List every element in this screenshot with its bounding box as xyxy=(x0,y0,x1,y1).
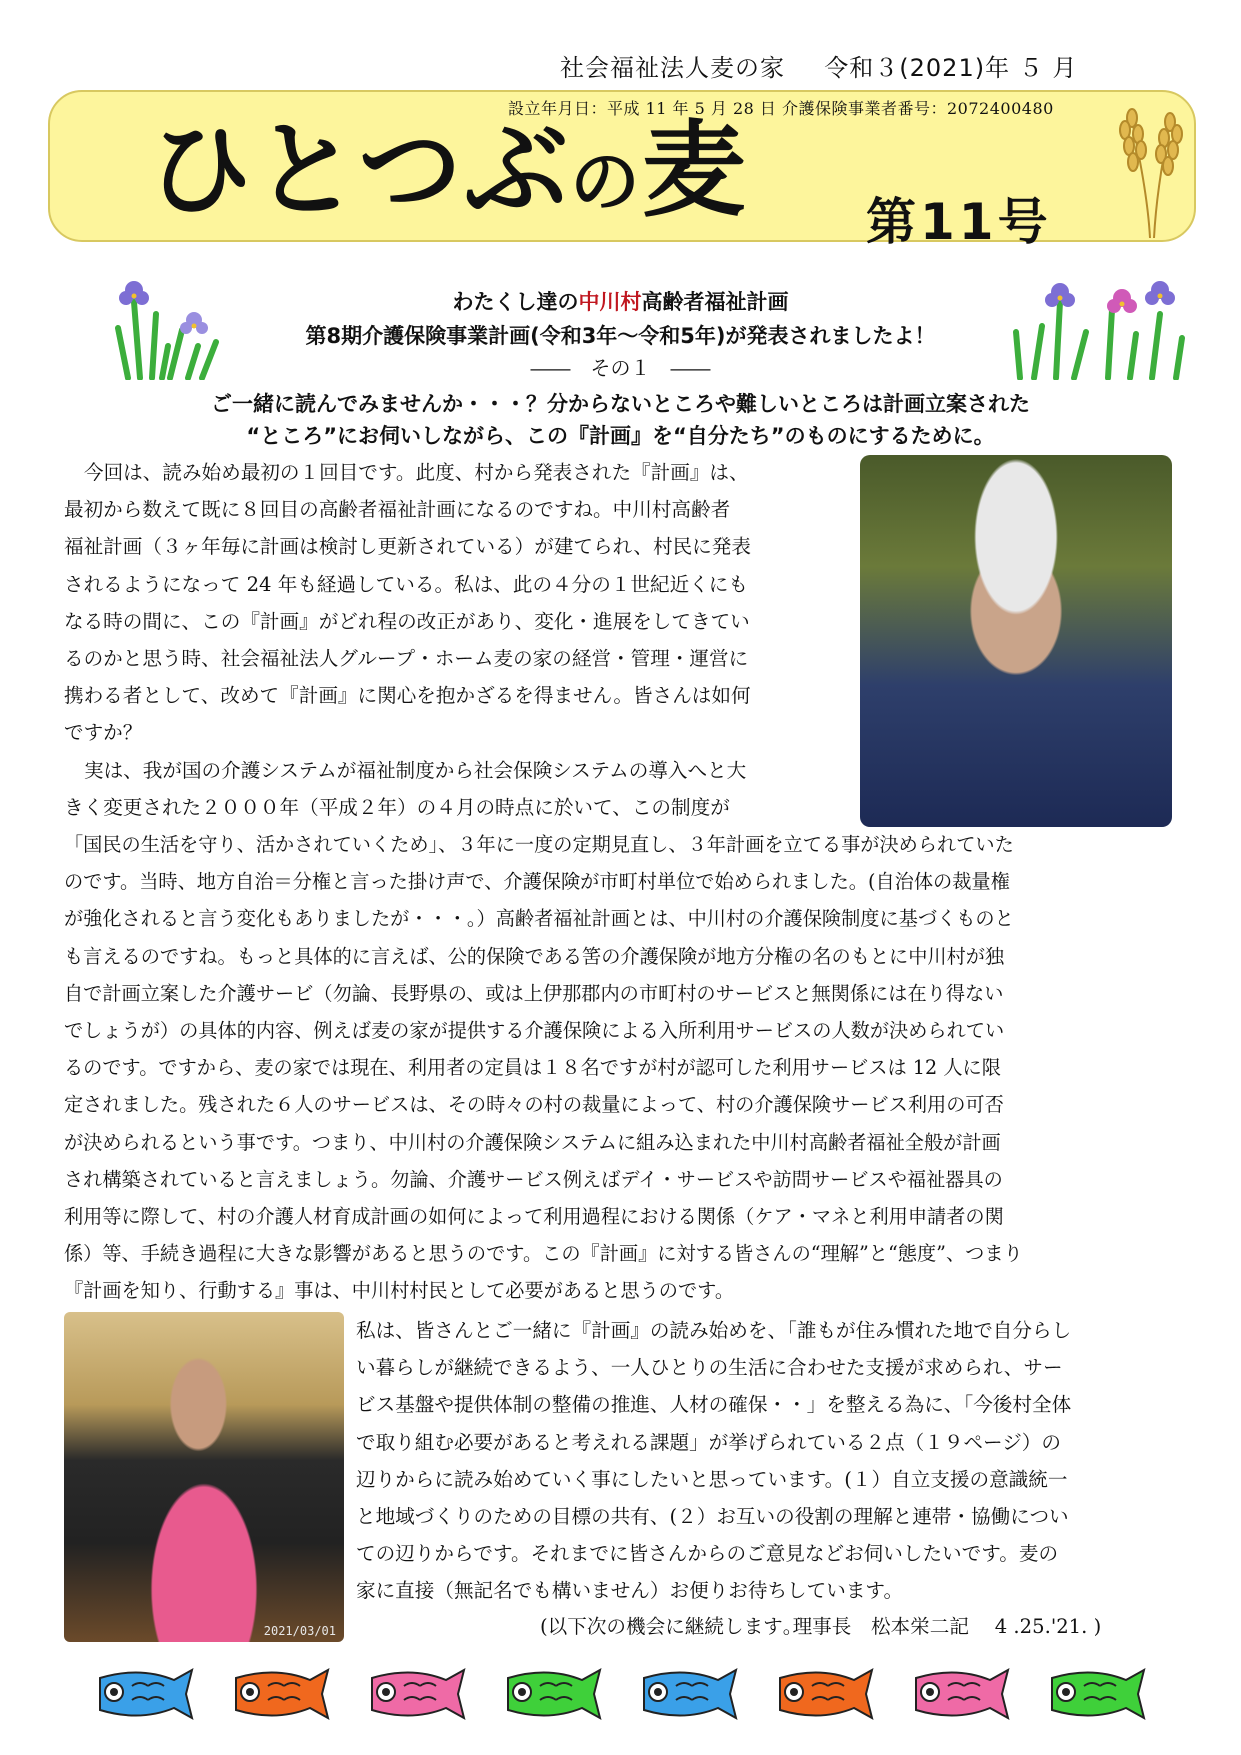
headline-line-2: 第8期介護保険事業計画(令和3年～令和5年)が発表されましたよ！ xyxy=(305,324,936,348)
headline-text: 高齢者福祉計画 xyxy=(641,290,789,314)
text-line: ですか？ xyxy=(64,721,143,745)
carp-streamer-icon xyxy=(772,1662,876,1724)
issue-number: 第11号 xyxy=(866,193,1052,251)
text-line: るのかと思う時、社会福祉法人グループ・ホーム麦の家の経営・管理・運営に xyxy=(64,647,749,671)
headline-text: わたくし達の xyxy=(452,290,579,314)
carp-streamer-icon xyxy=(228,1662,332,1724)
article-paragraph-2 xyxy=(64,826,1176,1310)
text-line: るのです。ですから、麦の家では現在、利用者の定員は１８名ですが村が認可した利用サービスは 12 人に限 xyxy=(64,1056,1001,1080)
headline-line-4: ご一緒に読んでみませんか・・・？分からないところや難しいところは計画立案された xyxy=(211,392,1030,416)
text-line: で取り組む必要があると考えれる課題」が挙げられている２点（１９ページ）の xyxy=(356,1430,1061,1454)
founding-info: 設立年月日：平成 11 年 5 月 28 日 介護保険事業者番号：2072400480 xyxy=(508,99,1054,118)
elderly-woman-photo xyxy=(860,455,1172,827)
carp-streamer-row xyxy=(92,1662,1172,1732)
headline-line-1 xyxy=(0,286,1241,316)
text-line: ビス基盤や提供体制の整備の推進、人材の確保・・」を整える為に、「今後村全体 xyxy=(356,1393,1072,1417)
text-line: 『計画を知り、行動する』事は、中川村村民として必要があると思うのです。 xyxy=(64,1279,735,1303)
text-line: 私は、皆さんとご一緒に『計画』の読み始めを、「誰もが住み慣れた地で自分らし xyxy=(356,1319,1072,1342)
text-line: されるようになって 24 年も経過している。私は、此の４分の１世紀近くにも xyxy=(64,572,748,596)
text-line: ての辺りからです。それまでに皆さんからのご意見などお伺いしたいです。麦の xyxy=(356,1542,1059,1566)
photo-timestamp: 2021/03/01 xyxy=(263,1624,336,1638)
text-line: が強化されると言う変化もありましたが・・・。）高齢者福祉計画とは、中川村の介護保険制度に基づくものと xyxy=(64,907,1014,931)
text-line: のです。当時、地方自治＝分権と言った掛け声で、介護保険が市町村単位で始められました。(自治体の裁量権 xyxy=(64,870,1010,894)
carp-streamer-icon xyxy=(92,1662,196,1724)
text-line: も言えるのですね。もっと具体的に言えば、公的保険である筈の介護保険が地方分権の名のもとに中川村が独 xyxy=(64,944,1005,968)
text-line: 係）等、手続き過程に大きな影響があると思うのです。この『計画』に対する皆さんの“理解”と“態度”、つまり xyxy=(64,1242,1023,1266)
text-line: 「国民の生活を守り、活かされていくため」、３年に一度の定期見直し、３年計画を立てる事が決められていた xyxy=(64,833,1014,856)
issue-date: 令和３(2021)年 ５ 月 xyxy=(824,54,1078,82)
text-line: され構築されていると言えましょう。勿論、介護サービス例えばデイ・サービスや訪問サービスや福祉器具の xyxy=(64,1167,1003,1191)
author-signature: (以下次の機会に継続します｡理事長 松本栄二記 4 .25.'21. ) xyxy=(540,1615,1102,1638)
title-part-b: の xyxy=(569,141,642,223)
article-paragraph-3 xyxy=(356,1312,1176,1610)
village-name: 中川村 xyxy=(578,290,642,314)
text-line: 家に直接（無記名でも構いません）お便りお待ちしています。 xyxy=(356,1579,904,1603)
carp-streamer-icon xyxy=(1044,1662,1148,1724)
text-line: なる時の間に、この『計画』がどれ程の改正があり、変化・進展をしてきてい xyxy=(64,609,750,633)
wheat-icon xyxy=(1110,90,1190,240)
text-line: きく変更された２０００年（平成２年）の４月の時点に於いて、この制度が xyxy=(64,795,730,819)
text-line: 定されました。残された６人のサービスは、その時々の村の裁量によって、村の介護保険サービス利用の可否 xyxy=(64,1093,1004,1117)
carp-streamer-icon xyxy=(636,1662,740,1724)
text-line: 福祉計画（３ヶ年毎に計画は検討し更新されている）が建てられ、村民に発表 xyxy=(64,535,751,559)
organization-name: 社会福祉法人麦の家 xyxy=(560,54,785,82)
headline-part-marker: ―― その１ ―― xyxy=(530,356,711,380)
newsletter-header xyxy=(560,48,1077,83)
newsletter-title xyxy=(148,109,748,231)
text-line: と地域づくりのための目標の共有、(２）お互いの役割の理解と連帯・協働につい xyxy=(356,1505,1069,1529)
text-line: 最初から数えて既に８回目の高齢者福祉計画になるのですね。中川村高齢者 xyxy=(64,498,731,522)
text-line: が決められるという事です。つまり、中川村の介護保険システムに組み込まれた中川村高齢者福祉全般が計画 xyxy=(64,1130,1001,1154)
title-part-a: ひとつぶ xyxy=(148,109,570,231)
headline-line-5: “ところ”にお伺いしながら、この『計画』を“自分たち”のものにするために。 xyxy=(246,424,995,448)
article-paragraph-1 xyxy=(64,454,858,826)
title-part-c: 麦 xyxy=(641,109,748,231)
text-line: 利用等に際して、村の介護人材育成計画の如何によって利用過程における関係（ケア・マネと利用申請者の関 xyxy=(64,1205,1004,1229)
elderly-man-photo xyxy=(64,1312,344,1642)
text-line: い暮らしが継続できるよう、一人ひとりの生活に合わせた支援が求められ、サー xyxy=(356,1356,1063,1380)
text-line: 携わる者として、改めて『計画』に関心を抱かざるを得ません。皆さんは如何 xyxy=(64,684,751,708)
text-line: 自で計画立案した介護サービ（勿論、長野県の、或は上伊那郡内の市町村のサービスと無関係には在り得ない xyxy=(64,981,1004,1005)
text-line: でしょうが）の具体的内容、例えば麦の家が提供する介護保険による入所利用サービスの人数が決められてい xyxy=(64,1019,1005,1043)
carp-streamer-icon xyxy=(500,1662,604,1724)
carp-streamer-icon xyxy=(364,1662,468,1724)
text-line: 辺りからに読み始めていく事にしたいと思っています。(１）自立支援の意識統一 xyxy=(356,1467,1068,1491)
text-line: 実は、我が国の介護システムが福祉制度から社会保険システムの導入へと大 xyxy=(84,758,747,782)
text-line: 今回は、読み始め最初の１回目です。此度、村から発表された『計画』は、 xyxy=(84,461,749,484)
carp-streamer-icon xyxy=(908,1662,1012,1724)
